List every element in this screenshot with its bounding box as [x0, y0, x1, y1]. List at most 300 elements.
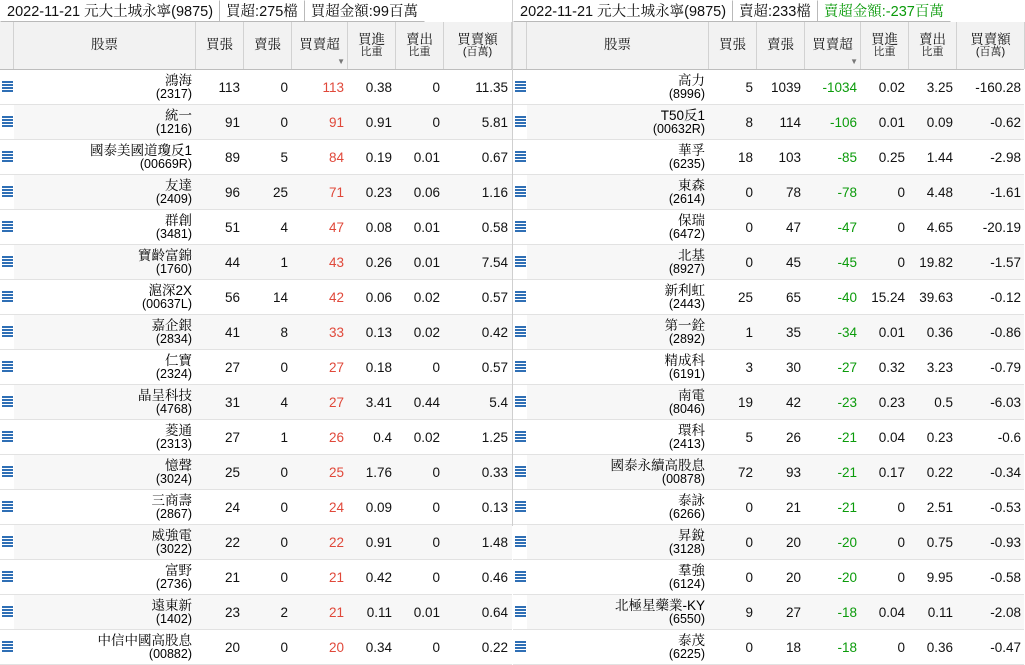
- sell-lots: 103: [778, 149, 801, 165]
- sell-lots: 93: [785, 464, 801, 480]
- sell-lots: 2: [280, 604, 288, 620]
- buy-ratio: 0.01: [878, 324, 905, 340]
- trade-amount: -0.58: [990, 569, 1021, 585]
- sell-ratio: 0.02: [413, 289, 440, 305]
- stock-name-cell[interactable]: [527, 350, 709, 384]
- stock-code: (2834): [155, 331, 192, 346]
- sell-lots: 0: [280, 569, 288, 585]
- table-row[interactable]: [513, 630, 1024, 665]
- column-header-stock[interactable]: 股票: [527, 22, 709, 69]
- table-row[interactable]: [0, 630, 512, 665]
- table-row[interactable]: [0, 245, 512, 280]
- stock-name: 富野: [165, 563, 192, 578]
- sell-ratio: 19.82: [919, 254, 953, 270]
- stock-code: (3024): [155, 471, 192, 486]
- buy-panel: [0, 0, 512, 661]
- stock-name-cell[interactable]: [14, 70, 196, 104]
- stock-name-cell[interactable]: [14, 595, 196, 629]
- buy-lots: 1: [745, 324, 753, 340]
- list-icon[interactable]: [513, 560, 527, 594]
- net-lots: 27: [328, 359, 344, 375]
- trade-amount: -0.47: [990, 639, 1021, 655]
- sell-panel-count: 賣超:233檔: [733, 0, 818, 22]
- list-icon[interactable]: [0, 245, 14, 279]
- net-lots: 20: [328, 639, 344, 655]
- sell-panel: [512, 0, 1024, 661]
- stock-name-cell[interactable]: [14, 630, 196, 664]
- sell-lots: 35: [785, 324, 801, 340]
- list-icon[interactable]: [0, 315, 14, 349]
- list-icon[interactable]: [513, 350, 527, 384]
- net-lots: -47: [837, 219, 857, 235]
- buy-ratio: 0.08: [365, 219, 392, 235]
- table-row[interactable]: [513, 560, 1024, 595]
- stock-code: (6266): [668, 506, 705, 521]
- list-icon[interactable]: [0, 560, 14, 594]
- sell-ratio: 0: [432, 499, 440, 515]
- stock-name-cell[interactable]: [527, 210, 709, 244]
- column-header-amount[interactable]: 買賣額 (百萬): [957, 22, 1025, 69]
- stock-name-cell[interactable]: [14, 210, 196, 244]
- sell-ratio: 0.75: [926, 534, 953, 550]
- stock-code: (2614): [668, 191, 705, 206]
- list-icon[interactable]: [0, 350, 14, 384]
- trade-amount: 11.35: [475, 79, 508, 95]
- table-row[interactable]: [0, 525, 512, 560]
- stock-name-cell[interactable]: [527, 455, 709, 489]
- stock-name: 嘉企銀: [151, 318, 192, 333]
- column-header-sell-lots[interactable]: 賣張: [244, 22, 292, 69]
- stock-code: (6550): [668, 611, 705, 626]
- net-lots: -18: [837, 639, 857, 655]
- stock-code: (6225): [668, 646, 705, 661]
- stock-name: 泰詠: [678, 493, 705, 508]
- buy-lots: 5: [745, 79, 753, 95]
- trade-amount: 0.67: [481, 149, 508, 165]
- buy-lots: 0: [745, 534, 753, 550]
- sell-lots: 21: [785, 499, 801, 515]
- buy-ratio: 0.32: [878, 359, 905, 375]
- list-icon[interactable]: [0, 525, 14, 559]
- column-header-buy-lots[interactable]: 買張: [196, 22, 244, 69]
- stock-name-cell[interactable]: [527, 70, 709, 104]
- buy-ratio: 1.76: [365, 464, 392, 480]
- trade-amount: 7.54: [481, 254, 508, 270]
- sell-ratio: 0: [432, 359, 440, 375]
- table-row[interactable]: [513, 245, 1024, 280]
- stock-code: (2867): [155, 506, 192, 521]
- table-row[interactable]: [513, 420, 1024, 455]
- stock-code: (6124): [668, 576, 705, 591]
- stock-name: 高力: [678, 73, 705, 88]
- buy-ratio: 0.23: [878, 394, 905, 410]
- table-row[interactable]: [0, 595, 512, 630]
- buy-ratio: 15.24: [871, 289, 905, 305]
- net-lots: 26: [328, 429, 344, 445]
- sell-ratio: 0.22: [926, 464, 953, 480]
- stock-name-cell[interactable]: [14, 525, 196, 559]
- stock-name-cell[interactable]: [14, 315, 196, 349]
- list-icon[interactable]: [0, 385, 14, 419]
- list-icon[interactable]: [0, 175, 14, 209]
- stock-name: 統一: [165, 108, 192, 123]
- net-lots: 24: [328, 499, 344, 515]
- buy-ratio: 0.18: [365, 359, 392, 375]
- stock-name-cell[interactable]: [527, 280, 709, 314]
- stock-name: 昇銳: [678, 528, 705, 543]
- column-header-buy-ratio[interactable]: 買進 比重: [861, 22, 909, 69]
- net-lots: -18: [837, 604, 857, 620]
- column-header-buy-lots[interactable]: 買張: [709, 22, 757, 69]
- sell-lots: 1039: [770, 79, 801, 95]
- stock-name-cell[interactable]: [14, 245, 196, 279]
- net-lots: -85: [837, 149, 857, 165]
- sell-lots: 42: [785, 394, 801, 410]
- table-row[interactable]: [0, 140, 512, 175]
- stock-name-cell[interactable]: [527, 105, 709, 139]
- table-row[interactable]: [0, 70, 512, 105]
- net-lots: 47: [328, 219, 344, 235]
- table-row[interactable]: [0, 175, 512, 210]
- buy-lots: 113: [218, 79, 240, 95]
- table-row[interactable]: [0, 280, 512, 315]
- buy-ratio: 0: [897, 534, 905, 550]
- buy-lots: 0: [745, 254, 753, 270]
- table-row[interactable]: [0, 490, 512, 525]
- buy-lots: 51: [224, 219, 240, 235]
- stock-name-cell[interactable]: [14, 385, 196, 419]
- stock-name: 鴻海: [165, 73, 192, 88]
- trade-amount: -0.34: [990, 464, 1021, 480]
- net-lots: -23: [837, 394, 857, 410]
- column-header-stock[interactable]: 股票: [14, 22, 196, 69]
- sell-ratio: 0.02: [413, 429, 440, 445]
- list-icon[interactable]: [513, 385, 527, 419]
- stock-name-cell[interactable]: [14, 490, 196, 524]
- sell-ratio: 0: [432, 114, 440, 130]
- net-lots: 25: [328, 464, 344, 480]
- stock-name-cell[interactable]: [14, 350, 196, 384]
- list-icon[interactable]: [0, 490, 14, 524]
- stock-name-cell[interactable]: [527, 245, 709, 279]
- list-icon[interactable]: [0, 630, 14, 664]
- trade-amount: -1.61: [990, 184, 1021, 200]
- buy-lots: 8: [745, 114, 753, 130]
- net-lots: -20: [837, 569, 857, 585]
- list-icon[interactable]: [513, 420, 527, 454]
- column-header-amount[interactable]: 買賣額 (百萬): [444, 22, 512, 69]
- trade-amount: -0.53: [990, 499, 1021, 515]
- net-lots: 113: [322, 79, 344, 95]
- buy-ratio: 0.09: [365, 499, 392, 515]
- list-icon[interactable]: [513, 70, 527, 104]
- net-lots: 43: [328, 254, 344, 270]
- stock-name: 環科: [678, 423, 705, 438]
- buy-ratio: 0.02: [878, 79, 905, 95]
- buy-ratio: 0.34: [365, 639, 392, 655]
- list-icon[interactable]: [0, 210, 14, 244]
- stock-code: (00637L): [141, 296, 192, 311]
- list-icon[interactable]: [513, 175, 527, 209]
- net-lots: 71: [328, 184, 344, 200]
- sell-ratio: 0.36: [926, 324, 953, 340]
- stock-code: (1216): [155, 121, 192, 136]
- sell-lots: 47: [785, 219, 801, 235]
- sell-ratio: 0: [432, 569, 440, 585]
- buy-lots: 44: [224, 254, 240, 270]
- sell-ratio: 2.51: [926, 499, 953, 515]
- stock-name: 遠東新: [151, 598, 192, 613]
- list-icon[interactable]: [513, 630, 527, 664]
- list-icon[interactable]: [513, 490, 527, 524]
- trade-amount: -0.93: [990, 534, 1021, 550]
- stock-name-cell[interactable]: [527, 525, 709, 559]
- buy-lots: 27: [224, 359, 240, 375]
- list-icon[interactable]: [513, 595, 527, 629]
- stock-code: (1760): [155, 261, 192, 276]
- stock-name-cell[interactable]: [14, 105, 196, 139]
- list-icon[interactable]: [513, 525, 527, 559]
- list-icon[interactable]: [513, 455, 527, 489]
- list-icon[interactable]: [513, 105, 527, 139]
- list-icon[interactable]: [0, 595, 14, 629]
- trade-amount: 5.81: [481, 114, 508, 130]
- stock-name: 三商壽: [151, 493, 192, 508]
- stock-name-cell[interactable]: [527, 490, 709, 524]
- stock-name: 南電: [678, 388, 705, 403]
- buy-ratio: 0.04: [878, 604, 905, 620]
- buy-lots: 91: [224, 114, 240, 130]
- sell-lots: 0: [280, 114, 288, 130]
- sell-ratio: 0.06: [413, 184, 440, 200]
- sell-ratio: 0: [432, 464, 440, 480]
- table-row[interactable]: [0, 455, 512, 490]
- net-lots: -21: [837, 429, 857, 445]
- buy-ratio: 0.04: [878, 429, 905, 445]
- net-lots: 21: [328, 569, 344, 585]
- stock-name: 國泰永續高股息: [610, 458, 705, 473]
- table-row[interactable]: [513, 595, 1024, 630]
- buy-panel-count: 買超:275檔: [220, 0, 305, 22]
- buy-ratio: 0.42: [365, 569, 392, 585]
- table-row[interactable]: [0, 385, 512, 420]
- stock-code: (6191): [668, 366, 705, 381]
- stock-name-cell[interactable]: [14, 560, 196, 594]
- stock-code: (2443): [668, 296, 705, 311]
- buy-ratio: 0.13: [365, 324, 392, 340]
- net-lots: -78: [837, 184, 857, 200]
- column-header-net[interactable]: 買賣超 ▼: [292, 22, 348, 69]
- sell-ratio: 0.23: [926, 429, 953, 445]
- list-icon[interactable]: [0, 140, 14, 174]
- sell-lots: 0: [280, 464, 288, 480]
- buy-lots: 18: [737, 149, 753, 165]
- table-row[interactable]: [0, 350, 512, 385]
- list-icon[interactable]: [0, 105, 14, 139]
- stock-name-cell[interactable]: [14, 420, 196, 454]
- stock-name: 北基: [678, 248, 705, 263]
- stock-name-cell[interactable]: [527, 595, 709, 629]
- buy-lots: 3: [745, 359, 753, 375]
- table-row[interactable]: [0, 560, 512, 595]
- buy-ratio: 0: [897, 184, 905, 200]
- table-row[interactable]: [513, 280, 1024, 315]
- list-icon[interactable]: [513, 315, 527, 349]
- sell-panel-header: [513, 0, 1024, 22]
- list-icon[interactable]: [0, 280, 14, 314]
- stock-name: 第一銓: [664, 318, 705, 333]
- buy-lots: 24: [224, 499, 240, 515]
- table-row[interactable]: [513, 350, 1024, 385]
- stock-name-cell[interactable]: [14, 175, 196, 209]
- stock-name: 精成科: [664, 353, 705, 368]
- stock-code: (3481): [155, 226, 192, 241]
- stock-code: (2892): [668, 331, 705, 346]
- buy-ratio: 0.06: [365, 289, 392, 305]
- stock-code: (00882): [148, 646, 192, 661]
- buy-ratio: 0.01: [878, 114, 905, 130]
- buy-ratio: 0.17: [878, 464, 905, 480]
- column-header-sell-lots[interactable]: 賣張: [757, 22, 805, 69]
- stock-name: 新利虹: [664, 283, 705, 298]
- table-row[interactable]: [513, 105, 1024, 140]
- sell-ratio: 0.01: [413, 149, 440, 165]
- table-row[interactable]: [513, 175, 1024, 210]
- buy-ratio: 0.23: [365, 184, 392, 200]
- net-lots: -20: [837, 534, 857, 550]
- sell-lots: 0: [280, 499, 288, 515]
- stock-code: (2413): [668, 436, 705, 451]
- table-row[interactable]: [513, 140, 1024, 175]
- buy-ratio: 0.19: [365, 149, 392, 165]
- stock-name: 保瑞: [678, 213, 705, 228]
- sell-lots: 4: [280, 394, 288, 410]
- sell-lots: 20: [785, 534, 801, 550]
- buy-lots: 41: [224, 324, 240, 340]
- sell-lots: 20: [785, 569, 801, 585]
- sell-ratio: 1.44: [926, 149, 953, 165]
- sell-ratio: 0: [432, 534, 440, 550]
- stock-code: (1402): [155, 611, 192, 626]
- stock-name-cell[interactable]: [527, 630, 709, 664]
- trade-amount: 0.46: [481, 569, 508, 585]
- buy-lots: 27: [224, 429, 240, 445]
- sell-ratio: 0.5: [934, 394, 953, 410]
- buy-panel-title: 2022-11-21 元大土城永寧(9875): [0, 0, 220, 22]
- trade-amount: -2.98: [990, 149, 1021, 165]
- net-lots: 33: [328, 324, 344, 340]
- trade-amount: 0.64: [481, 604, 508, 620]
- trade-amount: 0.58: [481, 219, 508, 235]
- stock-code: (00632R): [652, 121, 705, 136]
- sell-ratio: 4.48: [926, 184, 953, 200]
- table-row[interactable]: [513, 210, 1024, 245]
- buy-lots: 0: [745, 184, 753, 200]
- sell-ratio: 0.09: [926, 114, 953, 130]
- net-lots: 27: [328, 394, 344, 410]
- stock-code: (2317): [155, 86, 192, 101]
- sell-lots: 18: [785, 639, 801, 655]
- net-lots: -21: [837, 499, 857, 515]
- sell-lots: 1: [280, 429, 288, 445]
- trade-amount: -160.28: [975, 79, 1021, 95]
- stock-code: (3022): [155, 541, 192, 556]
- list-icon[interactable]: [0, 70, 14, 104]
- list-icon[interactable]: [0, 420, 14, 454]
- net-lots: 84: [328, 149, 344, 165]
- column-header-net[interactable]: 買賣超 ▼: [805, 22, 861, 69]
- sell-lots: 0: [280, 359, 288, 375]
- trade-amount: -0.6: [997, 429, 1021, 445]
- trade-amount: 0.33: [481, 464, 508, 480]
- list-icon[interactable]: [0, 455, 14, 489]
- table-row[interactable]: [513, 490, 1024, 525]
- sell-lots: 5: [280, 149, 288, 165]
- stock-code: (00878): [661, 471, 705, 486]
- sell-lots: 4: [280, 219, 288, 235]
- buy-lots: 31: [224, 394, 240, 410]
- sell-ratio: 0.01: [413, 254, 440, 270]
- list-icon[interactable]: [513, 140, 527, 174]
- stock-code: (8046): [668, 401, 705, 416]
- column-header-sell-ratio[interactable]: 賣出 比重: [396, 22, 444, 69]
- stock-name-cell[interactable]: [14, 140, 196, 174]
- stock-code: (2313): [155, 436, 192, 451]
- column-header-sell-ratio[interactable]: 賣出 比重: [909, 22, 957, 69]
- table-row[interactable]: [513, 525, 1024, 560]
- table-row[interactable]: [513, 70, 1024, 105]
- buy-lots: 5: [745, 429, 753, 445]
- stock-name-cell[interactable]: [527, 560, 709, 594]
- table-row[interactable]: [513, 315, 1024, 350]
- net-lots: 21: [328, 604, 344, 620]
- table-row[interactable]: [513, 385, 1024, 420]
- list-icon[interactable]: [513, 210, 527, 244]
- stock-name-cell[interactable]: [527, 175, 709, 209]
- list-icon[interactable]: [513, 280, 527, 314]
- stock-name-cell[interactable]: [14, 280, 196, 314]
- sell-lots: 78: [785, 184, 801, 200]
- stock-name: 憶聲: [165, 458, 192, 473]
- stock-name: 群創: [165, 213, 192, 228]
- buy-ratio: 0.25: [878, 149, 905, 165]
- buy-ratio: 0.91: [365, 114, 392, 130]
- stock-name-cell[interactable]: [527, 420, 709, 454]
- trade-amount: 0.42: [481, 324, 508, 340]
- stock-name-cell[interactable]: [527, 385, 709, 419]
- net-lots: -106: [829, 114, 857, 130]
- stock-name: 菱通: [165, 423, 192, 438]
- column-header-buy-ratio[interactable]: 買進 比重: [348, 22, 396, 69]
- stock-name-cell[interactable]: [14, 455, 196, 489]
- sell-ratio: 9.95: [926, 569, 953, 585]
- sell-ratio: 4.65: [926, 219, 953, 235]
- net-lots: -45: [837, 254, 857, 270]
- list-icon[interactable]: [513, 245, 527, 279]
- trade-amount: 0.57: [481, 359, 508, 375]
- table-row[interactable]: [513, 455, 1024, 490]
- sell-lots: 26: [785, 429, 801, 445]
- table-row[interactable]: [0, 420, 512, 455]
- table-row[interactable]: [0, 210, 512, 245]
- table-row[interactable]: [0, 315, 512, 350]
- stock-code: (3128): [668, 541, 705, 556]
- stock-name-cell[interactable]: [527, 315, 709, 349]
- buy-ratio: 0: [897, 499, 905, 515]
- stock-name-cell[interactable]: [527, 140, 709, 174]
- table-row[interactable]: [0, 105, 512, 140]
- net-lots: -21: [837, 464, 857, 480]
